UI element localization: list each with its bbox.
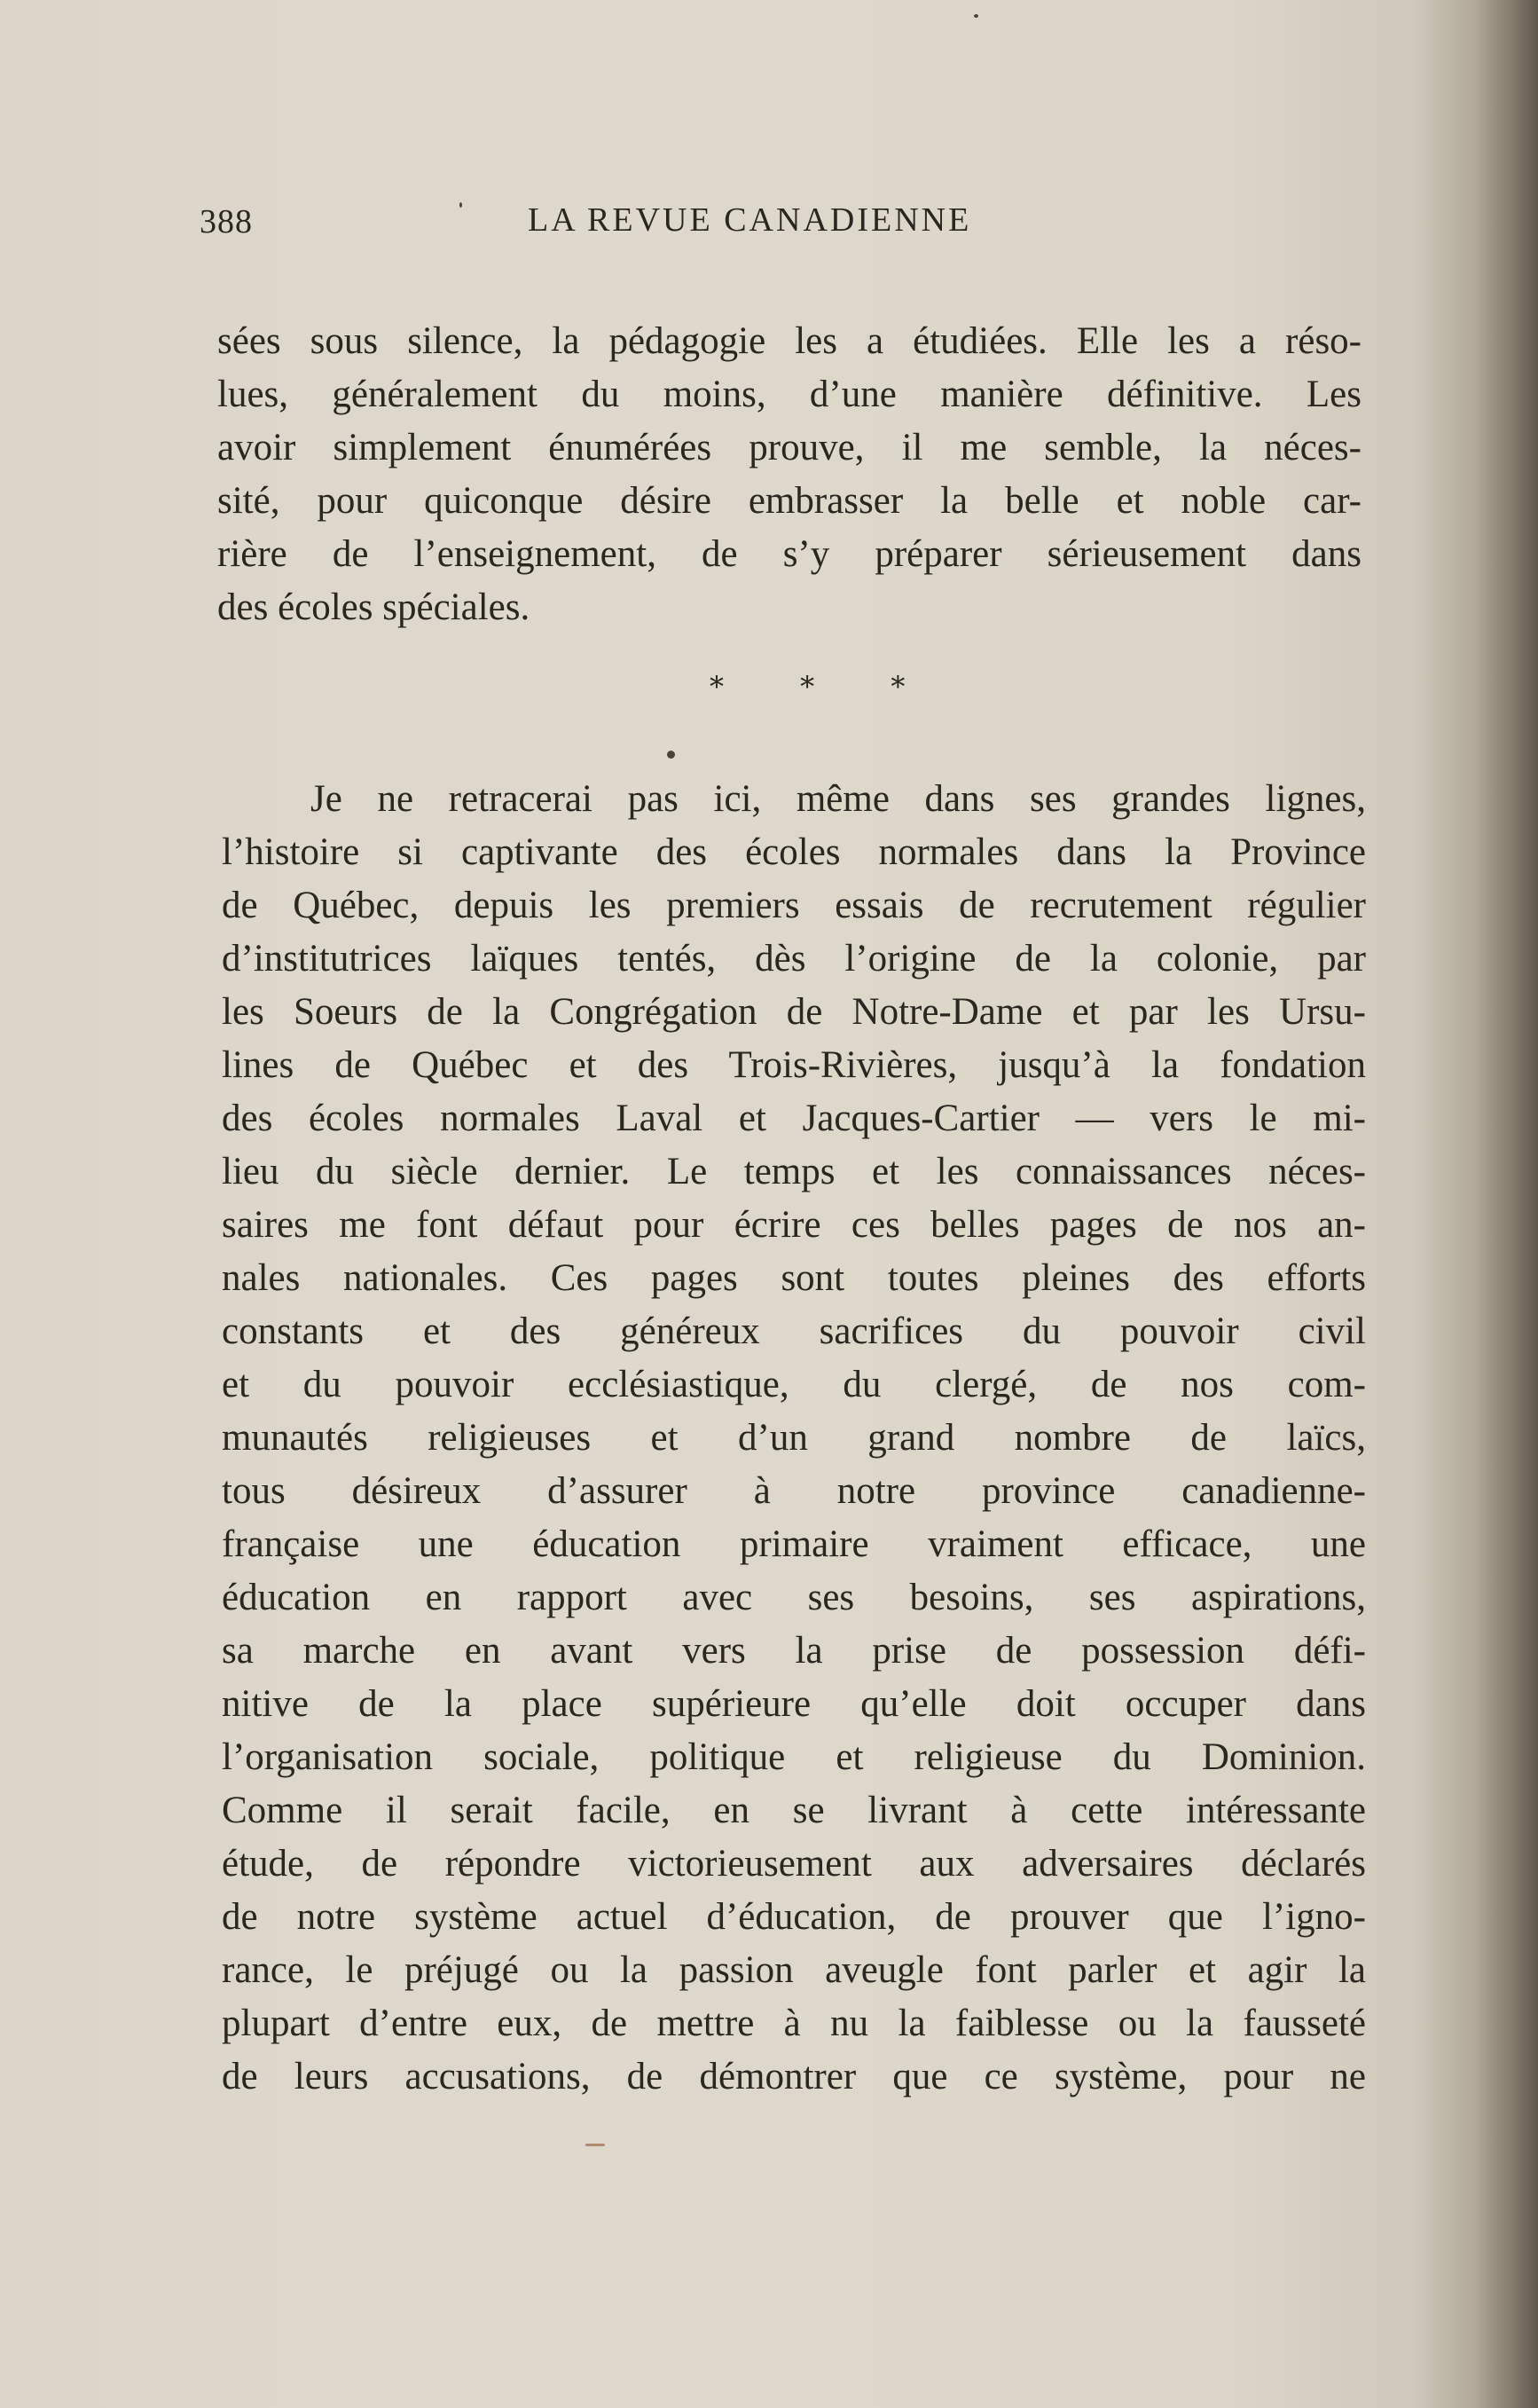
text-line: nales nationales. Ces pages sont toutes pleines des efforts (222, 1257, 1366, 1299)
text-line: étude, de répondre victorieusement aux adversaires déclarés (222, 1843, 1366, 1885)
running-head (200, 202, 1353, 256)
paper-speck (667, 751, 675, 759)
text-line: l’histoire si captivante des écoles normales dans la Province (222, 831, 1366, 873)
text-line: des écoles spéciales. (217, 586, 530, 628)
text-line: munautés religieuses et d’un grand nombre de laïcs, (222, 1417, 1366, 1459)
text-line: lines de Québec et des Trois-Rivières, jusqu’à la fondation (222, 1044, 1366, 1086)
text-line: Comme il serait facile, en se livrant à cette intéressante (222, 1790, 1366, 1831)
text-line: lieu du siècle dernier. Le temps et les connaissances néces- (222, 1151, 1366, 1192)
text-line: Je ne retracerai pas ici, même dans ses grandes lignes, (310, 778, 1366, 820)
text-line: rière de l’enseignement, de s’y préparer sérieusement dans (217, 533, 1361, 575)
page-number: 388 (200, 203, 253, 240)
text-line: d’institutrices laïques tentés, dès l’origine de la colonie, par (222, 938, 1366, 980)
paper-speck (585, 2144, 605, 2146)
paper-speck (459, 202, 462, 208)
text-line: tous désireux d’assurer à notre province canadienne- (222, 1470, 1366, 1512)
page-gutter-shadow (1476, 0, 1538, 2408)
text-line: rance, le préjugé ou la passion aveugle font parler et agir la (222, 1949, 1366, 1991)
text-line: l’organisation sociale, politique et religieuse du Dominion. (222, 1736, 1366, 1778)
text-line: lues, généralement du moins, d’une manière définitive. Les (217, 374, 1361, 415)
paragraph-continued (217, 315, 1370, 634)
text-line: éducation en rapport avec ses besoins, ses aspirations, (222, 1577, 1366, 1618)
text-line: de Québec, depuis les premiers essais de recrutement régulier (222, 885, 1366, 926)
text-line: nitive de la place supérieure qu’elle doit occuper dans (222, 1683, 1366, 1725)
text-line: saires me font défaut pour écrire ces belles pages de nos an- (222, 1204, 1366, 1246)
journal-title: LA REVUE CANADIENNE (528, 201, 972, 239)
text-line: les Soeurs de la Congrégation de Notre-Dame et par les Ursu- (222, 991, 1366, 1033)
paragraph-ecoles-normales (222, 772, 1366, 2103)
text-line: avoir simplement énumérées prouve, il me semble, la néces- (217, 427, 1361, 468)
text-line: des écoles normales Laval et Jacques-Cartier — vers le mi- (222, 1098, 1366, 1139)
paper-speck (974, 14, 978, 18)
text-line: sées sous silence, la pédagogie les a étudiées. Elle les a réso- (217, 320, 1361, 362)
text-line: plupart d’entre eux, de mettre à nu la faiblesse ou la fausseté (222, 2003, 1366, 2044)
section-break-asterisks: * * * (710, 670, 939, 704)
text-line: de notre système actuel d’éducation, de prouver que l’igno- (222, 1896, 1366, 1938)
text-line: sité, pour quiconque désire embrasser la belle et noble car- (217, 480, 1361, 522)
text-line: française une éducation primaire vraiment efficace, une (222, 1523, 1366, 1565)
text-line: et du pouvoir ecclésiastique, du clergé, de nos com- (222, 1364, 1366, 1405)
text-line: sa marche en avant vers la prise de possession défi- (222, 1630, 1366, 1672)
text-line: constants et des généreux sacrifices du pouvoir civil (222, 1310, 1366, 1352)
text-line: de leurs accusations, de démontrer que ce système, pour ne (222, 2056, 1366, 2097)
